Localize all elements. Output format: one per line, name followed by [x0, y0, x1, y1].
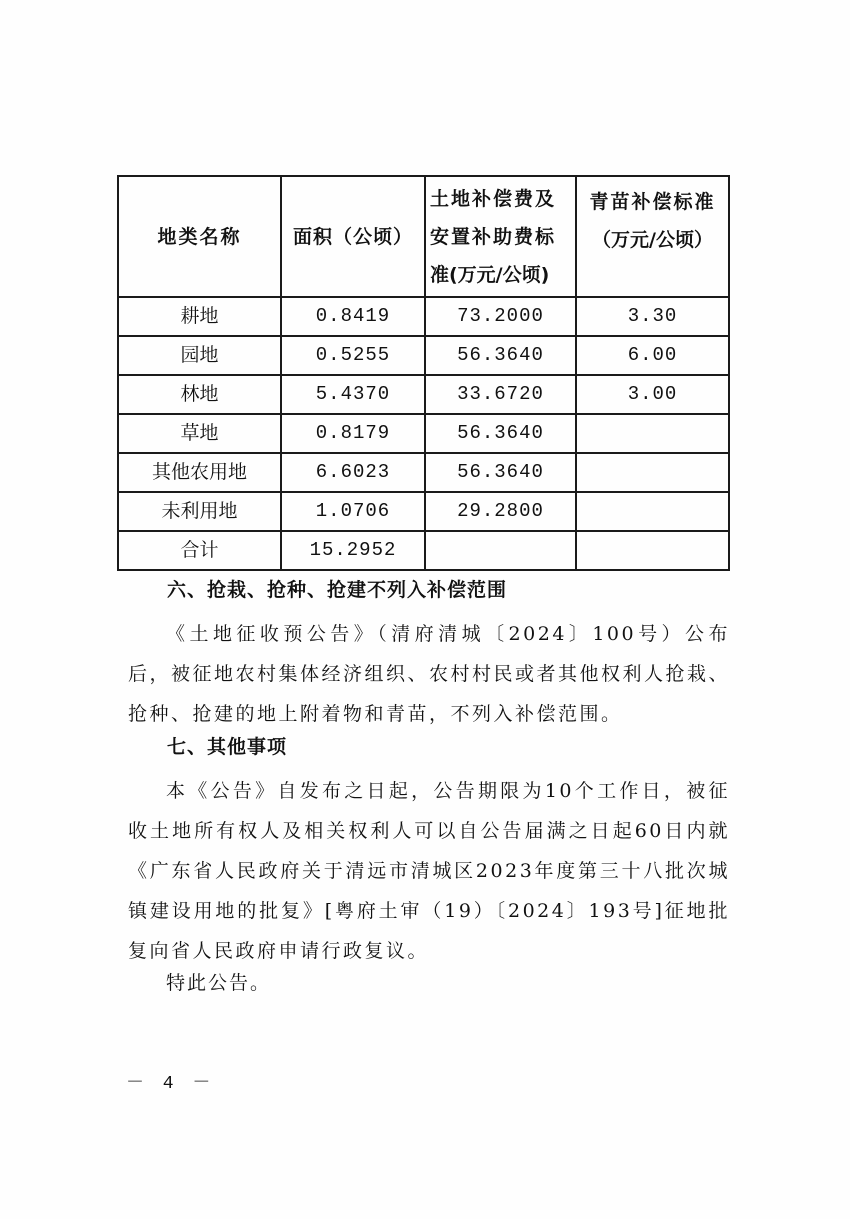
cell-land-type: 草地 [118, 414, 281, 453]
cell-area: 6.6023 [281, 453, 425, 492]
cell-land-type: 耕地 [118, 297, 281, 336]
cell-total-area: 15.2952 [281, 531, 425, 570]
table-row [118, 453, 729, 492]
cell-crop-compensation [576, 414, 729, 453]
table-row [118, 492, 729, 531]
cell-land-type: 林地 [118, 375, 281, 414]
cell-area: 1.0706 [281, 492, 425, 531]
cell-crop-compensation [576, 492, 729, 531]
closing-statement: 特此公告。 [166, 972, 272, 994]
cell-area: 0.5255 [281, 336, 425, 375]
header-area: 面积（公顷） [281, 176, 425, 297]
cell-land-type: 其他农用地 [118, 453, 281, 492]
cell-land-compensation: 56.3640 [425, 453, 576, 492]
cell-land-compensation: 73.2000 [425, 297, 576, 336]
cell-crop-compensation: 3.30 [576, 297, 729, 336]
section-heading-seven: 七、其他事项 [167, 736, 288, 758]
cell-crop-compensation: 3.00 [576, 375, 729, 414]
cell-area: 0.8179 [281, 414, 425, 453]
cell-crop-compensation [576, 531, 729, 570]
cell-crop-compensation [576, 453, 729, 492]
cell-land-compensation: 29.2800 [425, 492, 576, 531]
compensation-table [117, 175, 730, 571]
cell-area: 5.4370 [281, 375, 425, 414]
cell-crop-compensation: 6.00 [576, 336, 729, 375]
section-paragraph-six: 《土地征收预公告》（清府清城〔2024〕100号）公布后，被征地农村集体经济组织、农村村民或者其他权利人抢栽、抢种、抢建的地上附着物和青苗，不列入补偿范围。 [128, 623, 731, 725]
header-land-type: 地类名称 [118, 176, 281, 297]
cell-land-compensation: 56.3640 [425, 336, 576, 375]
table-row [118, 297, 729, 336]
cell-area: 0.8419 [281, 297, 425, 336]
section-heading-six: 六、抢栽、抢种、抢建不列入补偿范围 [167, 579, 508, 601]
cell-land-type: 园地 [118, 336, 281, 375]
cell-total-label: 合计 [118, 531, 281, 570]
cell-land-compensation [425, 531, 576, 570]
cell-land-compensation: 33.6720 [425, 375, 576, 414]
table-total-row [118, 531, 729, 570]
header-crop-compensation: 青苗补偿标准 （万元/公顷） [576, 176, 729, 297]
table-header-row [118, 176, 729, 297]
table-row [118, 375, 729, 414]
header-land-compensation: 土地补偿费及 安置补助费标 准(万元/公顷) [425, 176, 576, 297]
section-paragraph-seven: 本《公告》自发布之日起，公告期限为10个工作日，被征收土地所有权人及相关权利人可以自公告届满之日起60日内就《广东省人民政府关于清远市清城区2023年度第三十八批次城镇建设用地的批复》[粤府土审（19）〔2024〕193号]征地批复向省人民政府申请行政复议。 [128, 780, 730, 962]
cell-land-compensation: 56.3640 [425, 414, 576, 453]
table-row [118, 414, 729, 453]
page-number: － 4 － [126, 1074, 215, 1094]
cell-land-type: 未利用地 [118, 492, 281, 531]
table-row [118, 336, 729, 375]
